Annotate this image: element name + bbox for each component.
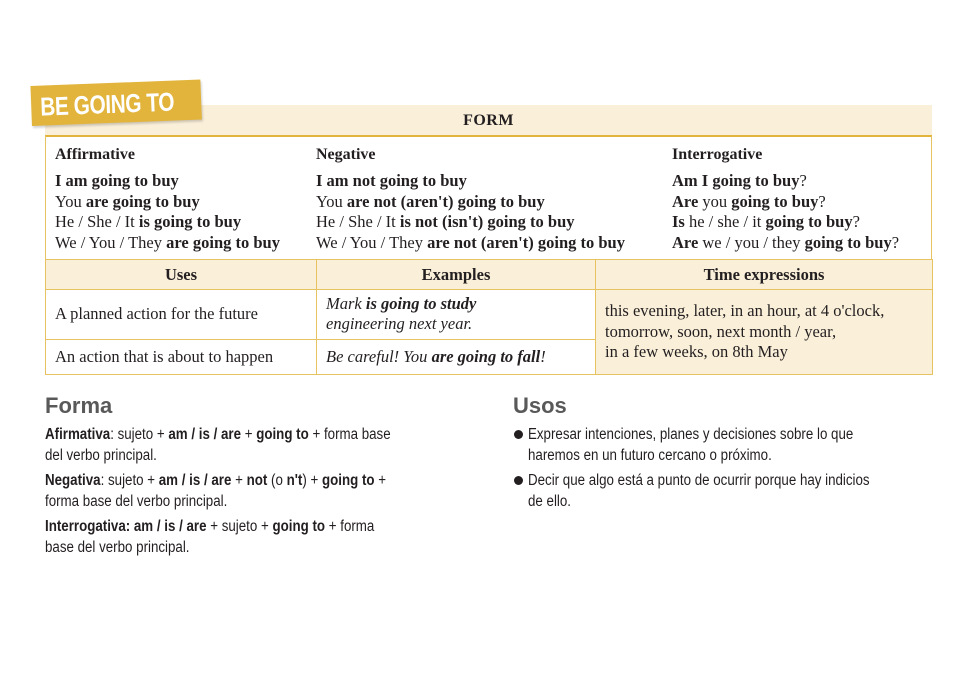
time-expression-line: this evening, later, in an hour, at 4 o'clock, (605, 301, 885, 321)
interrogative-line: Are we / you / they going to buy? (672, 233, 900, 253)
interrogative-header: Interrogative (672, 146, 763, 163)
negative-line: He / She / It is not (isn't) going to buy (316, 212, 575, 232)
affirmative-line: I am going to buy (55, 171, 179, 190)
forma-interrogativa: Interrogativa: am / is / are + sujeto + going to + forma base del verbo principal. (45, 518, 375, 556)
uses-table (45, 259, 933, 375)
usos-list-item: Decir que algo está a punto de ocurrir porque hay indicios de ello. (513, 470, 943, 512)
negative-header: Negative (316, 146, 376, 163)
time-expression-line: in a few weeks, on 8th May (605, 342, 788, 362)
forma-afirmativa: Afirmativa: sujeto + am / is / are + going to + forma base del verbo principal. (45, 426, 391, 464)
time-expression-line: tomorrow, soon, next month / year, (605, 321, 837, 341)
bullet-icon (514, 476, 523, 485)
example-cell: Be careful! You are going to fall! (317, 339, 596, 374)
negative-line: We / You / They are not (aren't) going to buy (316, 233, 625, 253)
affirmative-line: He / She / It is going to buy (55, 212, 242, 232)
use-cell: An action that is about to happen (46, 339, 317, 374)
interrogative-line: Are you going to buy? (672, 191, 826, 211)
affirmative-header: Affirmative (55, 146, 135, 163)
header-time-expressions: Time expressions (596, 260, 933, 290)
form-box (45, 135, 932, 260)
use-cell: A planned action for the future (46, 290, 317, 339)
interrogative-column (672, 145, 899, 254)
affirmative-column (55, 145, 280, 254)
example-cell: Mark is going to study engineering next year. (317, 290, 596, 339)
negative-line: You are not (aren't) going to buy (316, 191, 545, 211)
banner-title: BE GOING TO (39, 86, 175, 122)
interrogative-line: Am I going to buy? (672, 171, 807, 190)
affirmative-line: We / You / They are going to buy (55, 233, 280, 253)
table-header-row (46, 260, 933, 290)
header-uses: Uses (46, 260, 317, 290)
negative-line: I am not going to buy (316, 171, 467, 190)
header-examples: Examples (317, 260, 596, 290)
affirmative-line: You are going to buy (55, 191, 200, 211)
interrogative-line: Is he / she / it going to buy? (672, 212, 860, 232)
negative-column (316, 145, 625, 254)
section-banner (30, 80, 201, 126)
usos-list-item: Expresar intenciones, planes y decisiones sobre lo que haremos en un futuro cercano o próximo. (513, 424, 943, 466)
forma-heading: Forma (45, 393, 113, 418)
bullet-icon (514, 430, 523, 439)
form-title: FORM (463, 112, 514, 129)
usos-heading: Usos (513, 393, 567, 418)
table-row (46, 290, 933, 339)
time-expressions-cell (596, 290, 933, 375)
forma-negativa: Negativa: sujeto + am / is / are + not (o n't) + going to + forma base del verbo principal. (45, 472, 387, 510)
